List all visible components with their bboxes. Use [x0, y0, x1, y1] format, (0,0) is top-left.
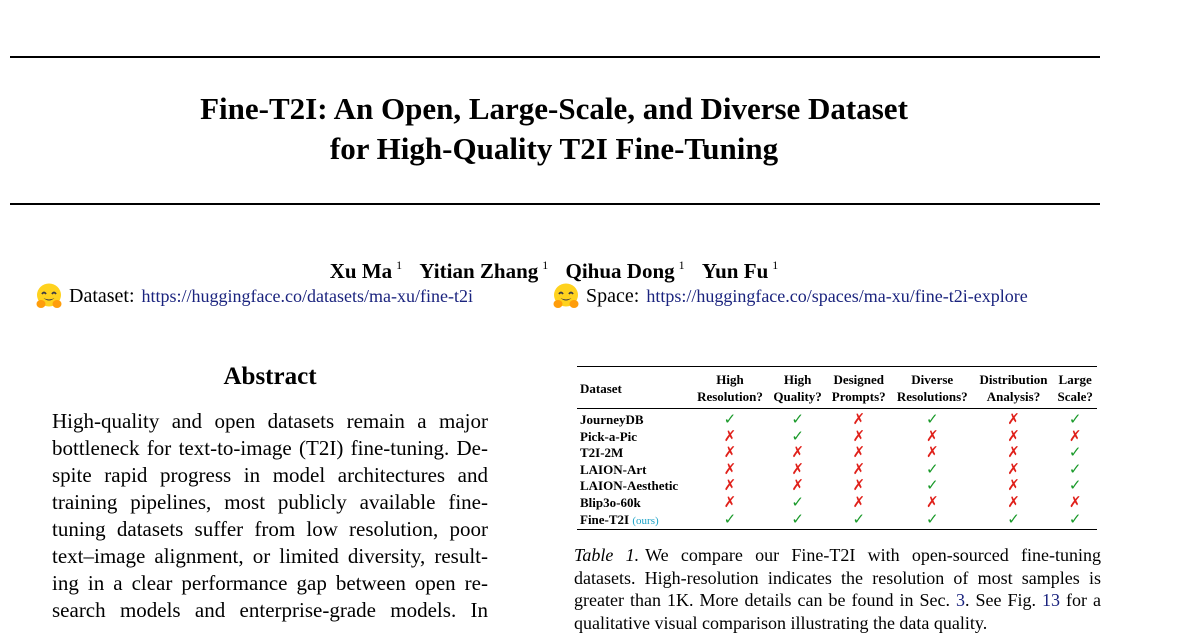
check-mark-icon: ✓	[925, 478, 939, 495]
dataset-name-cell	[577, 445, 691, 462]
table-row	[577, 512, 1097, 530]
author-affiliation: 1	[542, 258, 549, 272]
caption-text: . See Fig.	[964, 590, 1042, 610]
mark-cell	[1053, 462, 1097, 479]
mark-cell	[769, 462, 827, 479]
cross-mark-icon: ✗	[723, 494, 737, 511]
check-mark-icon: ✓	[1068, 445, 1082, 462]
dataset-name: Pick-a-Pic	[580, 428, 638, 444]
abstract-line: ing in a clear performance gap between open re-	[52, 571, 488, 595]
mark-cell	[691, 429, 768, 446]
header-diverse-resolutions: Diverse Resolutions?	[896, 372, 968, 404]
cross-mark-icon: ✗	[723, 445, 737, 462]
mark-cell	[827, 429, 891, 446]
author-name: Yitian Zhang	[419, 259, 539, 283]
mark-cell	[769, 512, 827, 530]
resource-links	[0, 282, 1200, 310]
mark-cell	[691, 462, 768, 479]
dataset-name: Blip3o-60k	[580, 494, 641, 510]
caption-text: We compare our Fine-T2I with open-sourced fine-tuning datasets. High-resolution indicates the resolution of most samples is greater than 1K. More details can be found in Sec.	[574, 545, 1102, 610]
mark-cell	[691, 478, 768, 495]
space-link-group	[550, 282, 1028, 310]
author-affiliation: 1	[678, 258, 685, 272]
dataset-name-cell	[577, 462, 691, 479]
cross-mark-icon: ✗	[1007, 428, 1020, 445]
check-mark-icon: ✓	[1068, 461, 1082, 478]
abstract-line: spite rapid progress in model architectures and	[52, 463, 488, 487]
dataset-name-cell	[577, 512, 691, 530]
table-header-row	[577, 367, 1097, 409]
mark-cell	[1053, 478, 1097, 495]
check-mark-icon: ✓	[723, 412, 737, 428]
dataset-label: Dataset:	[69, 284, 135, 307]
cross-mark-icon: ✗	[852, 494, 866, 511]
table-row	[577, 495, 1097, 512]
mark-cell	[891, 429, 974, 446]
caption-label: Table 1.	[574, 545, 640, 565]
space-label: Space:	[586, 284, 640, 307]
check-mark-icon: ✓	[852, 512, 866, 529]
dataset-link-group	[33, 282, 473, 310]
mark-cell	[1053, 512, 1097, 530]
mark-cell	[691, 495, 768, 512]
abstract-body	[52, 408, 488, 624]
mark-cell	[691, 409, 768, 429]
space-url-link[interactable]: https://huggingface.co/spaces/ma-xu/fine-t2i-explore	[646, 285, 1028, 306]
abstract-line: text–image alignment, or limited diversity, result-	[52, 544, 488, 568]
author-name: Xu Ma	[329, 259, 393, 283]
mark-cell	[769, 445, 827, 462]
mark-cell	[691, 445, 768, 462]
cross-mark-icon: ✗	[791, 461, 804, 478]
cross-mark-icon: ✗	[791, 478, 804, 495]
header-dataset: Dataset	[580, 380, 622, 396]
mark-cell	[891, 445, 974, 462]
cross-mark-icon: ✗	[852, 428, 866, 445]
mark-cell	[691, 512, 768, 530]
check-mark-icon: ✓	[1068, 412, 1082, 428]
table-row	[577, 478, 1097, 495]
mark-cell	[827, 512, 891, 530]
cross-mark-icon: ✗	[1007, 478, 1020, 495]
author-name: Yun Fu	[701, 259, 769, 283]
hugging-face-icon	[550, 282, 582, 310]
table-row	[577, 445, 1097, 462]
mark-cell	[974, 429, 1054, 446]
abstract-heading: Abstract	[223, 363, 317, 390]
mark-cell	[1053, 495, 1097, 512]
author-affiliation: 1	[772, 258, 779, 272]
dataset-name-cell	[577, 429, 691, 446]
dataset-name: JourneyDB	[580, 412, 644, 427]
cross-mark-icon: ✗	[1068, 494, 1082, 511]
cross-mark-icon: ✗	[723, 428, 737, 445]
check-mark-icon: ✓	[925, 512, 939, 529]
title-line-1: Fine-T2I: An Open, Large-Scale, and Diverse Dataset	[200, 91, 908, 126]
cross-mark-icon: ✗	[852, 445, 866, 462]
mark-cell	[1053, 429, 1097, 446]
table-row	[577, 462, 1097, 479]
mark-cell	[827, 409, 891, 429]
mark-cell	[974, 445, 1054, 462]
author	[566, 259, 685, 283]
section-reference-link[interactable]: 3	[955, 590, 965, 610]
check-mark-icon: ✓	[791, 412, 804, 428]
mark-cell	[891, 495, 974, 512]
author	[419, 259, 548, 283]
cross-mark-icon: ✗	[925, 445, 939, 462]
mark-cell	[827, 495, 891, 512]
cross-mark-icon: ✗	[852, 412, 866, 428]
cross-mark-icon: ✗	[852, 478, 866, 495]
cross-mark-icon: ✗	[1007, 412, 1020, 428]
check-mark-icon: ✓	[1068, 512, 1082, 529]
mark-cell	[827, 462, 891, 479]
author-affiliation: 1	[396, 258, 403, 272]
title-line-2: for High-Quality T2I Fine-Tuning	[329, 131, 779, 166]
mark-cell	[891, 478, 974, 495]
mark-cell	[1053, 445, 1097, 462]
mark-cell	[891, 462, 974, 479]
header-designed-prompts: Designed Prompts?	[831, 372, 886, 404]
dataset-name-cell	[577, 409, 691, 429]
cross-mark-icon: ✗	[925, 428, 939, 445]
dataset-name: Fine-T2I	[580, 511, 630, 527]
check-mark-icon: ✓	[791, 428, 804, 445]
table-row	[577, 429, 1097, 446]
dataset-name: LAION-Aesthetic	[580, 478, 679, 494]
check-mark-icon: ✓	[723, 512, 737, 529]
dataset-name: T2I-2M	[580, 445, 624, 461]
mark-cell	[769, 478, 827, 495]
mark-cell	[769, 429, 827, 446]
header-high-resolution: High Resolution?	[697, 372, 763, 404]
cross-mark-icon: ✗	[1068, 428, 1082, 445]
check-mark-icon: ✓	[1007, 512, 1020, 529]
cross-mark-icon: ✗	[925, 494, 939, 511]
cross-mark-icon: ✗	[852, 461, 866, 478]
mark-cell	[827, 478, 891, 495]
mark-cell	[974, 512, 1054, 530]
cross-mark-icon: ✗	[723, 478, 737, 495]
check-mark-icon: ✓	[925, 412, 939, 428]
comparison-table	[577, 366, 1097, 530]
top-rule	[10, 56, 1100, 58]
abstract-line: training pipelines, most publicly available fine-	[52, 490, 488, 514]
mark-cell	[769, 409, 827, 429]
dataset-url-link[interactable]: https://huggingface.co/datasets/ma-xu/fine-t2i	[141, 285, 473, 306]
abstract-line: tuning datasets suffer from low resolution, poor	[52, 517, 488, 541]
mark-cell	[891, 512, 974, 530]
author	[330, 259, 402, 283]
mark-cell	[974, 495, 1054, 512]
mark-cell	[891, 409, 974, 429]
bottom-rule	[10, 203, 1100, 205]
header-large-scale: Large Scale?	[1057, 372, 1093, 404]
mark-cell	[769, 495, 827, 512]
table-row	[577, 409, 1097, 429]
check-mark-icon: ✓	[1068, 478, 1082, 495]
table-caption	[574, 544, 1101, 634]
dataset-name-cell	[577, 478, 691, 495]
figure-reference-link[interactable]: 13	[1042, 590, 1060, 610]
author	[702, 259, 778, 283]
cross-mark-icon: ✗	[791, 445, 804, 462]
caption-text: for a qualitative visual comparison illustrating the data quality.	[574, 590, 1101, 633]
check-mark-icon: ✓	[791, 512, 804, 529]
cross-mark-icon: ✗	[723, 461, 737, 478]
cross-mark-icon: ✗	[1007, 445, 1020, 462]
ours-tag: (ours)	[632, 514, 659, 527]
abstract-line: search models and enterprise-grade models. In	[52, 598, 488, 622]
cross-mark-icon: ✗	[1007, 461, 1020, 478]
mark-cell	[974, 478, 1054, 495]
check-mark-icon: ✓	[925, 461, 939, 478]
header-distribution-analysis: Distribution Analysis?	[979, 372, 1048, 404]
author-name: Qihua Dong	[565, 259, 675, 283]
dataset-name: LAION-Art	[580, 461, 647, 477]
mark-cell	[974, 462, 1054, 479]
dataset-name-cell	[577, 495, 691, 512]
author-list	[0, 252, 1108, 284]
hugging-face-icon	[33, 282, 65, 310]
check-mark-icon: ✓	[791, 494, 804, 511]
mark-cell	[1053, 409, 1097, 429]
paper-title	[0, 89, 1108, 169]
cross-mark-icon: ✗	[1007, 494, 1020, 511]
mark-cell	[827, 445, 891, 462]
abstract-line: bottleneck for text-to-image (T2I) fine-tuning. De-	[52, 436, 488, 460]
header-high-quality: High Quality?	[773, 372, 822, 404]
mark-cell	[974, 409, 1054, 429]
abstract-line: High-quality and open datasets remain a major	[52, 409, 488, 433]
